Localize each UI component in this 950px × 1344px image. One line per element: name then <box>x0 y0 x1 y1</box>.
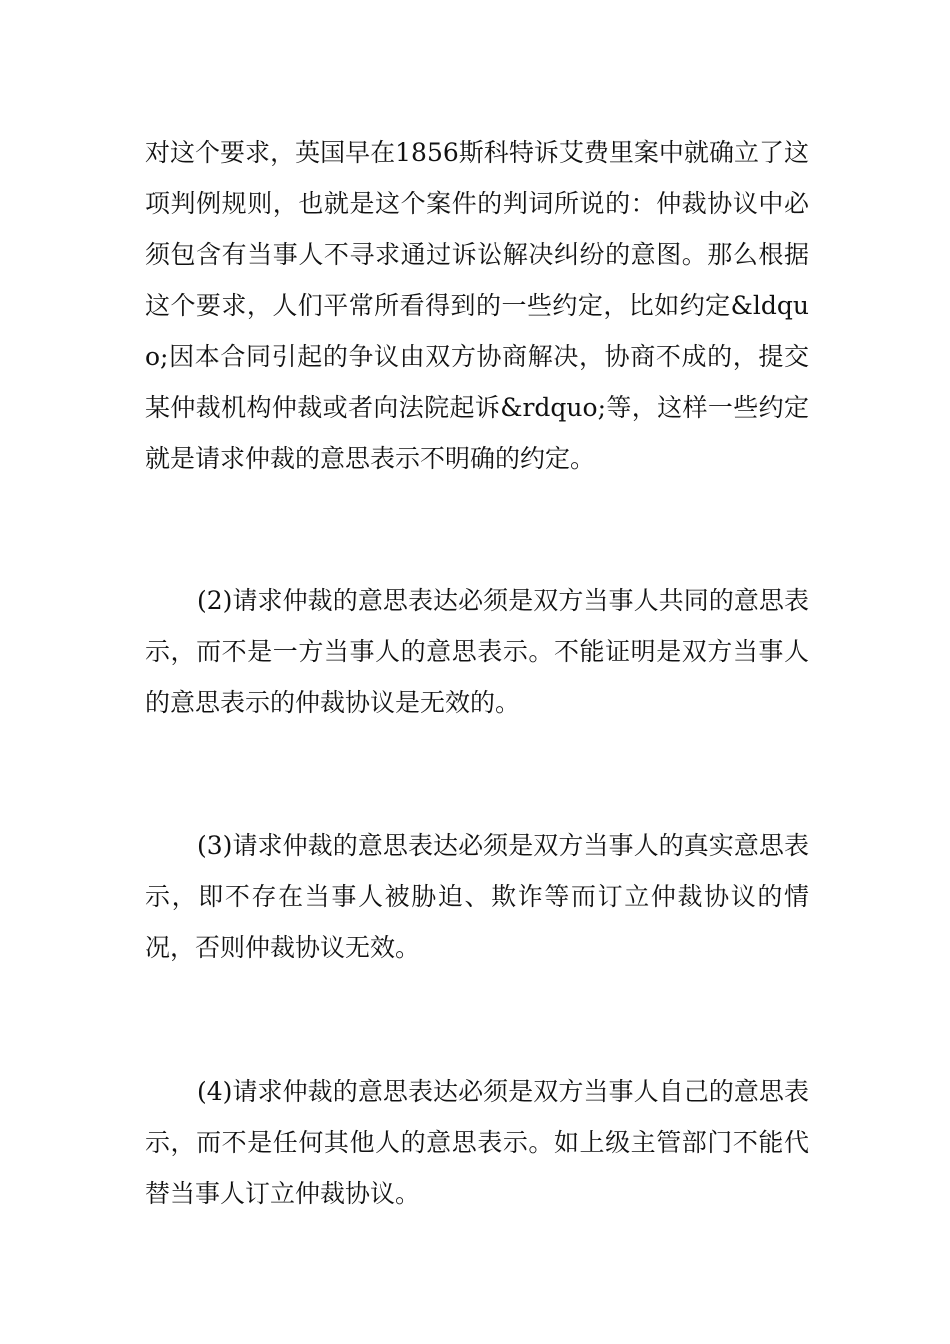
paragraph-item-2: (2)请求仲裁的意思表达必须是双方当事人共同的意思表示，而不是一方当事人的意思表示。不能证明是双方当事人的意思表示的仲裁协议是无效的。 <box>145 586 809 717</box>
paragraph-item-3: (3)请求仲裁的意思表达必须是双方当事人的真实意思表示，即不存在当事人被胁迫、欺诈等而订立仲裁协议的情况，否则仲裁协议无效。 <box>145 831 809 962</box>
paragraph-continuation: 对这个要求，英国早在1856斯科特诉艾费里案中就确立了这项判例规则，也就是这个案件的判词所说的：仲裁协议中必须包含有当事人不寻求通过诉讼解决纠纷的意图。那么根据这个要求，人们平常所看得到的一些约定，比如约定&ldquo;因本合同引起的争议由双方协商解决，协商不成的，提交某仲裁机构仲裁或者向法院起诉&rdquo;等，这样一些约定就是请求仲裁的意思表示不明确的约定。 <box>145 138 809 473</box>
paragraph-item-4: (4)请求仲裁的意思表达必须是双方当事人自己的意思表示，而不是任何其他人的意思表示。如上级主管部门不能代替当事人订立仲裁协议。 <box>145 1077 809 1208</box>
